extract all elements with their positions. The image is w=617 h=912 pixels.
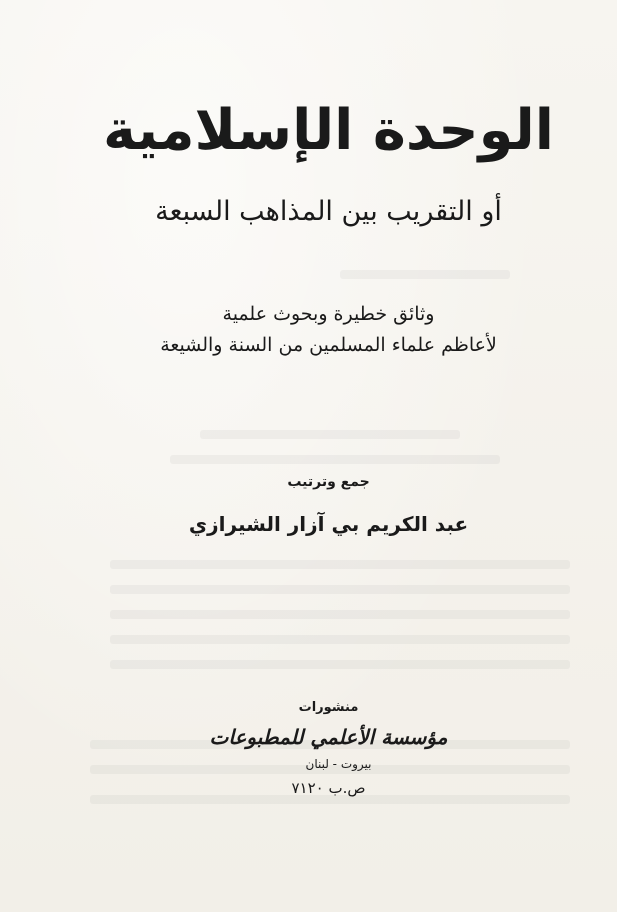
- description-line-1: وثائق خطيرة وبحوث علمية: [222, 303, 435, 325]
- compiled-by-label: جمع وترتيب: [287, 474, 370, 490]
- book-subtitle: أو التقريب بين المذاهب السبعة: [155, 196, 502, 227]
- book-title: الوحدة الإسلامية: [103, 98, 554, 163]
- publisher-po-box: ص.ب ٧١٢٠: [291, 779, 366, 797]
- show-through-mark: [110, 610, 570, 619]
- show-through-mark: [340, 270, 510, 279]
- show-through-mark: [110, 635, 570, 644]
- show-through-mark: [110, 585, 570, 594]
- publications-label: منشورات: [298, 700, 359, 715]
- show-through-mark: [110, 560, 570, 569]
- description-line-2: لأعاظم علماء المسلمين من السنة والشيعة: [160, 334, 497, 356]
- publisher-city: بيروت - لبنان: [305, 757, 372, 771]
- publisher-name: مؤسسة الأعلمي للمطبوعات: [209, 725, 448, 749]
- show-through-mark: [170, 455, 500, 464]
- show-through-mark: [200, 430, 460, 439]
- author-name: عبد الكريم بي آزار الشيرازي: [188, 512, 469, 536]
- show-through-mark: [110, 660, 570, 669]
